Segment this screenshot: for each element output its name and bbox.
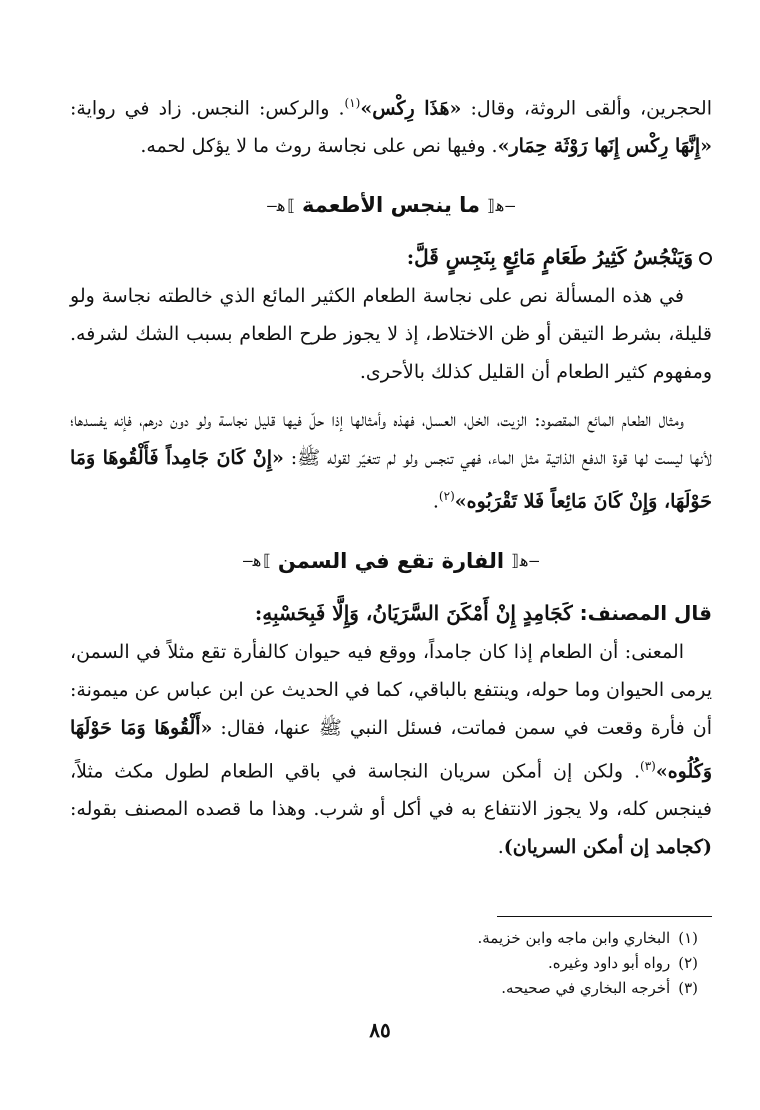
footnote-separator [497,916,712,917]
ornament-left: ⟧ﻫ— [242,551,272,571]
intro-text-2: . والركس: النجس. زاد في رواية: [70,97,345,120]
page-number: ٨٥ [369,1018,391,1042]
ornament-right: —ﻫ⟦ [510,551,540,571]
footnote-number: (١) [678,929,698,947]
footnote-item [478,951,699,976]
footnote-ref-3[interactable]: (٣) [640,758,656,773]
hadith-quote: «هَذَا رِكْس» [360,97,462,120]
footnote-number: (٢) [678,954,698,972]
intro-text-1: الحجرين، وألقى الروثة، وقال: [461,97,712,120]
intro-text-3: . وفيها نص على نجاسة روث ما لا يؤكل لحمه. [140,135,498,158]
footnote-item [478,926,699,951]
ornament-right: —ﻫ⟦ [486,195,515,215]
section-title: ما ينجس الأطعمة [301,193,481,218]
paragraph-text: . ولكن إن أمكن سريان النجاسة في باقي الطعام لطول مكث مثلاً، فينجس كله، ولا يجوز الانتفاع به في أكل أو شرب. وهذا ما قصده المصنف بقوله: [70,759,712,820]
punctuation: . [432,490,439,513]
hadith-quote: «إِنْ كَانَ جَامِداً فَأَلْقُوهَا وَمَا حَوْلَهَا، وَإِنْ كَانَ مَائِعاً فَلا تَقْرَبُوه» [70,447,712,513]
footnote-ref-1[interactable]: (١) [344,96,361,110]
footnote-item [478,976,699,1001]
punctuation: . [497,835,504,858]
section-heading-2 [70,535,712,587]
hadith-quote: «إِنَّهَا رِكْس إِنَها رَوْثَة حِمَار» [497,135,712,158]
intro-paragraph [70,84,712,165]
matn-line-2 [70,593,712,633]
matn-text: وَيَنْجُسُ كَثِيرُ طَعَامٍ مَائِعٍ بِنَجِسٍ قَلَّ: [406,245,693,270]
hadith-quote: «أَلْقُوهَا وَمَا حَوْلَهَا وَكُلُوه» [70,716,712,782]
commentary-paragraph [70,633,712,866]
author-label: قال المصنف: [579,600,712,625]
section-heading-1 [70,179,712,231]
matn-line-1 [70,237,712,277]
ornament-left: ⟧ﻫ— [267,195,296,215]
commentary-paragraph: في هذه المسألة نص على نجاسة الطعام الكثير المائع الذي خالطته نجاسة ولو قليلة، بشرط التيقن أو ظن الاختلاط، إذ لا يجوز طرح الطعام بسبب الشك لشرفه. ومفهوم كثير الطعام أن القليل كذلك بالأحرى. [70,285,712,384]
paragraph-text: ومثال الطعام المائع المقصود: الزيت، الخل، العسل، فهذه وأمثالها إذا حلّ فيها قليل نجاسة ولو دون درهم، فإنه يفسدها؛ لأنها ليست لها قوة الدفع الذاتية مثل الماء، فهي تنجس ولو لم تتغيّر لقوله ﷺ: [70,409,712,470]
matn-text: كَجَامِدٍ إِنْ أَمْكَنَ السَّرَيَانُ، وَإِلَّا فَبِحَسْبِهِ: [254,600,580,625]
paragraph-text: المعنى: أن الطعام إذا كان جامداً، ووقع فيه حيوان كالفأرة تقع مثلاً في السمن، يرمى الحيوان وما حوله، وينتفع بالباقي، كما في الحديث عن ابن عباس عن ميمونة: أن فأرة وقعت في سمن فماتت، فسئل النبي ﷺ عنها، فقال: [70,640,713,739]
footnote-ref-2[interactable]: (٢) [438,489,455,504]
footnote-text: البخاري وابن ماجه وابن خزيمة. [477,929,671,947]
footnotes [478,926,699,1001]
section-title: الفارة تقع في السمن [277,548,505,573]
page-body [70,84,712,866]
bold-citation: (كجامد إن أمكن السريان) [503,835,712,858]
footnote-text: رواه أبو داود وغيره. [548,954,671,972]
footnote-number: (٣) [678,979,698,997]
footnote-text: أخرجه البخاري في صحيحه. [501,979,671,997]
commentary-paragraph [70,401,712,520]
circle-bullet-icon [699,252,712,265]
